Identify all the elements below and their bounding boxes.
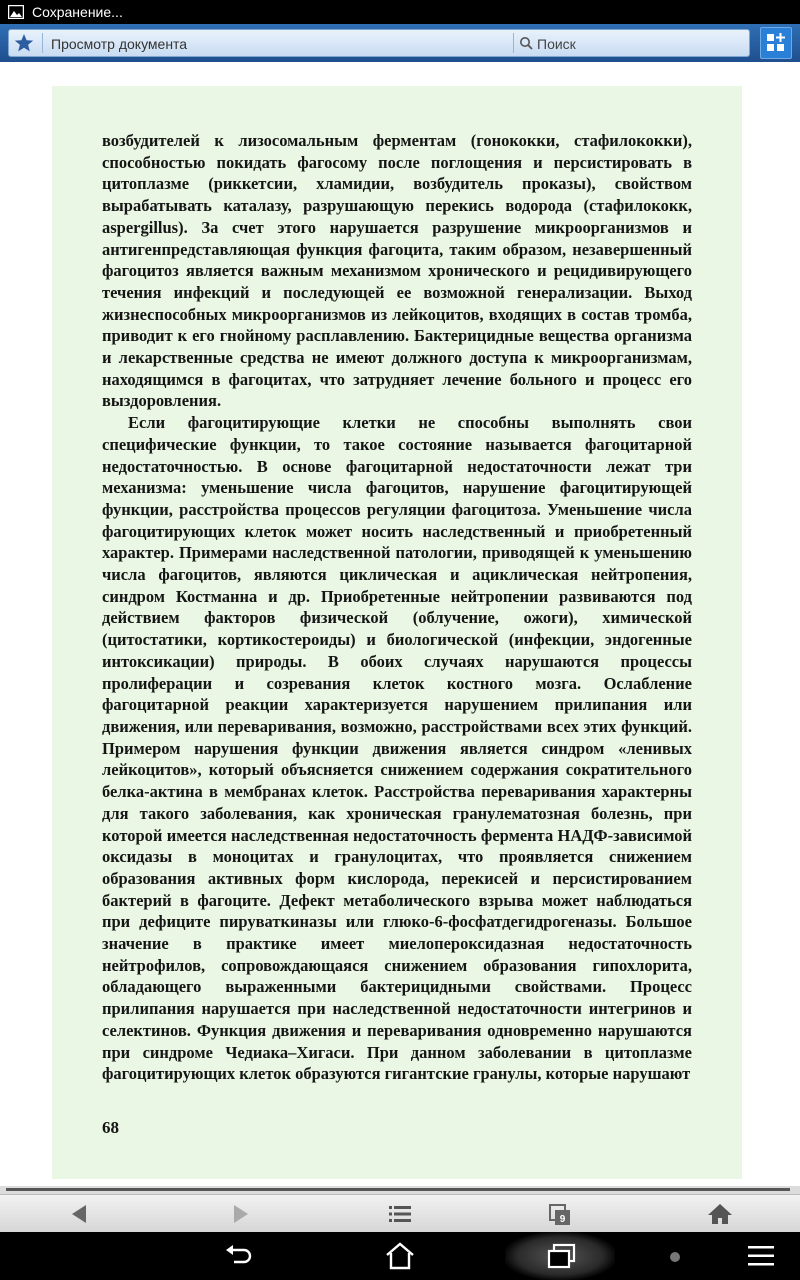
system-home-icon[interactable] — [383, 1240, 417, 1272]
system-nav-bar — [0, 1232, 800, 1280]
document-text — [102, 130, 692, 1085]
system-back-icon[interactable] — [222, 1240, 256, 1272]
grid-plus-icon — [761, 28, 791, 58]
search-input[interactable]: Поиск — [537, 36, 576, 52]
document-viewport[interactable] — [0, 62, 800, 1186]
horizontal-scrollbar[interactable] — [0, 1186, 800, 1194]
browser-toolbar — [0, 24, 800, 62]
page-number: 68 — [102, 1118, 119, 1137]
paragraph-1: возбудителей к лизосомальным ферментам (гонококки, стафилококки), способностью покидать фагосому после поглощения и персистировать в цитоплазме (риккетсии, хламидии, возбудитель проказы), свойством вырабатывать каталазу, разрушающую перекись водорода (стафилококк, aspergillus). За счет этого нарушается разрушение микроорганизмов и антигенпредставляющая функция фагоцита, таким образом, незавершенный фагоцитоз является важным механизмом хронического и рецидивирующего течения инфекций и последующей ее возможной генерализации. Выход жизнеспособных микроорганизмов из лейкоцитов, входящих в состав тромба, приводит к его гнойному расплавлению. Бактерицидные вещества организма и лекарственные средства не имеют должного доступа к микроорганизмам, находящимся в фагоцитах, что затрудняет лечение больного и процесс его выздоровления. — [102, 131, 692, 411]
home-icon[interactable] — [706, 1201, 734, 1227]
quick-menu-button[interactable] — [760, 27, 792, 59]
image-icon — [8, 5, 24, 19]
system-menu-icon[interactable] — [744, 1240, 778, 1272]
search-separator — [513, 33, 514, 53]
address-bar[interactable] — [8, 29, 750, 57]
forward-arrow-icon[interactable] — [226, 1201, 254, 1227]
status-text: Сохранение... — [32, 4, 123, 20]
status-bar — [0, 0, 800, 24]
tabs-count: 9 — [559, 1214, 566, 1225]
address-text[interactable]: Просмотр документа — [51, 36, 188, 52]
browser-bottom-nav — [0, 1194, 800, 1232]
paragraph-2: Если фагоцитирующие клетки не способны выполнять свои специфические функции, то такое состояние называется фагоцитарной недостаточностью. В основе фагоцитарной недостаточности лежат три механизма: уменьшение числа фагоцитов, нарушение фагоцитирующей функции, расстройства процессов регуляции фагоцитоза. Уменьшение числа фагоцитирующих клеток может носить наследственный и приобретенный характер. Примерами наследственной патологии, приводящей к уменьшению числа фагоцитов, являются циклическая и ациклическая нейтропения, синдром Костманна и др. Приобретенные нейтропении развиваются под действием факторов физической (облучение, ожоги), химической (цитостатики, кортикостероиды) и биологической (инфекции, эндогенные интоксикации) природы. В обоих случаях нарушаются процессы пролиферации и созревания клеток костного мозга. Ослабление фагоцитарной реакции характеризуется нарушением прилипания или движения, или переваривания, возможно, расстройствами всех этих функций. Примером нарушения функции движения является синдром «ленивых лейкоцитов», который объясняется снижением содержания сократительного белка-актина в мембранах клеток. Расстройства переваривания характерны для такого заболевания, как хроническая гранулематозная болезнь, при которой имеется наследственная недостаточность фермента НАДФ-зависимой оксидазы в моноцитах и гранулоцитах, что проявляется снижением образования активных форм кислорода, перекисей и персистированием бактерий в фагоците. Дефект метаболического взрыва может наблюдаться при дефиците пируваткиназы или глюко-6-фосфатдегидрогеназы. Большое значение в практике имеет миелопероксидазная недостаточность нейтрофилов, сопровождающаяся снижением образования гипохлорита, обладающего выраженными бактерицидными свойствами. Процесс прилипания нарушается при наследственной недостаточности интегринов и селектинов. Функция движения и переваривания одновременно нарушаются при синдроме Чедиака–Хигаси. При данном заболевании в цитоплазме фагоцитирующих клеток образуются гигантские гранулы, которые нарушают — [102, 413, 692, 1084]
address-separator — [42, 33, 43, 53]
back-arrow-icon[interactable] — [66, 1201, 94, 1227]
list-menu-icon[interactable] — [386, 1201, 414, 1227]
scrollbar-thumb[interactable] — [6, 1188, 790, 1191]
search-icon[interactable] — [519, 36, 533, 50]
document-page — [52, 86, 742, 1179]
system-dot-indicator — [670, 1252, 680, 1262]
system-recents-icon[interactable] — [545, 1240, 579, 1272]
bookmark-star-icon[interactable] — [14, 33, 34, 53]
tabs-count-icon[interactable] — [546, 1201, 574, 1227]
